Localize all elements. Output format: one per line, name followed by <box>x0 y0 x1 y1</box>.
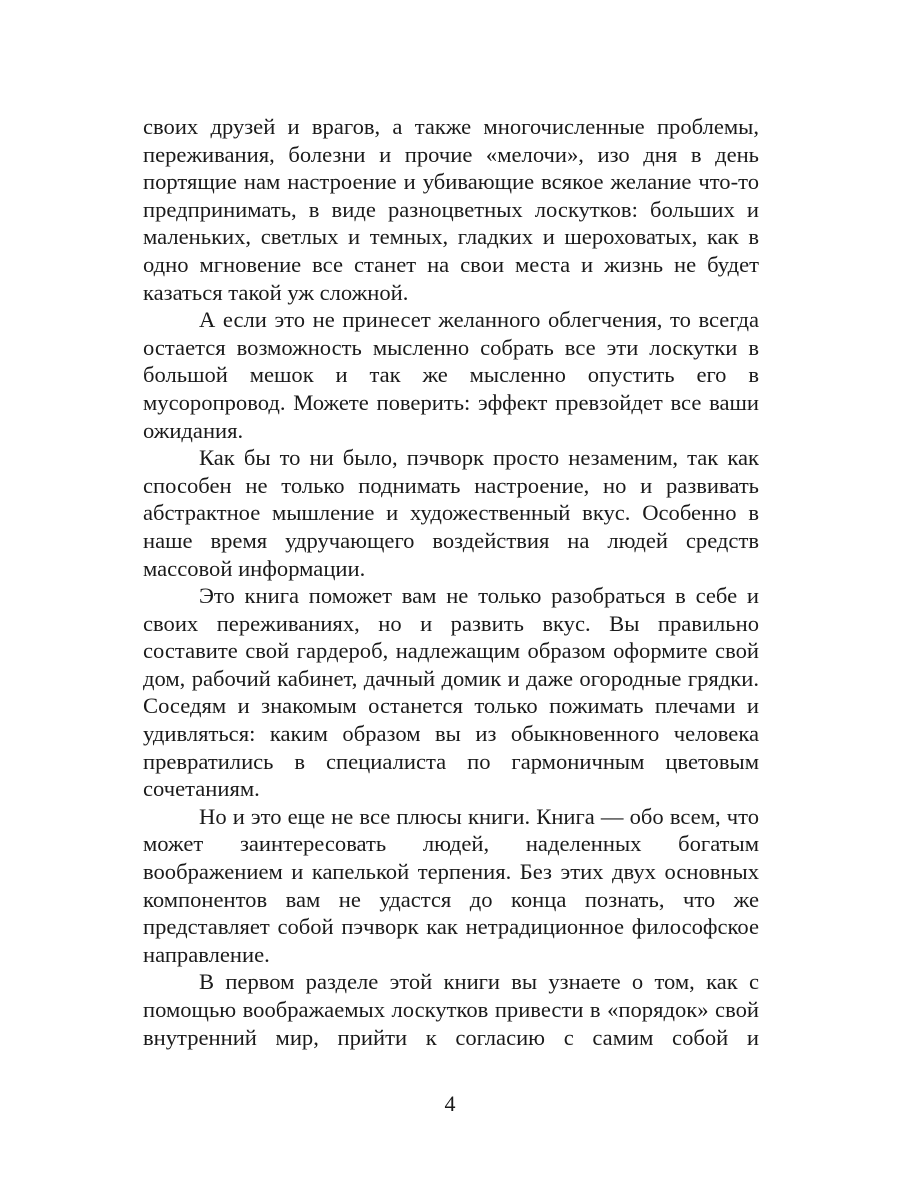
paragraph: Как бы то ни было, пэчворк просто незаменим, так как способен не только поднимать настроение, но и развивать абстрактное мышление и художественный вкус. Особенно в наше время удручающего воздействия на людей средств массовой информации. <box>143 445 759 581</box>
paragraph-continued: своих друзей и врагов, а также многочисленные проблемы, переживания, болезни и прочие «мелочи», изо дня в день портящие нам настроение и убивающие всякое желание что-то предпринимать, в виде разноцветных лоскутков: больших и маленьких, светлых и темных, гладких и шероховатых, как в одно мгновение все станет на свои места и жизнь не будет казаться такой уж сложной. <box>143 114 759 305</box>
paragraph: А если это не принесет желанного облегчения, то всегда остается возможность мысленно собрать все эти лоскутки в большой мешок и так же мысленно опустить его в мусоропровод. Можете поверить: эффект превзойдет все ваши ожидания. <box>143 307 759 443</box>
paragraph-continues-next-page: В первом разделе этой книги вы узнаете о том, как с помощью воображаемых лоскутков привести в «порядок» свой внутренний мир, прийти к согласию с самим собой и <box>143 969 759 1050</box>
paragraph: Но и это еще не все плюсы книги. Книга — обо всем, что может заинтересовать людей, наделенных богатым воображением и капелькой терпения. Без этих двух основных компонентов вам не удастся до конца познать, что же представляет собой пэчворк как нетрадиционное философское направление. <box>143 803 759 967</box>
page-number: 4 <box>444 1091 456 1116</box>
paragraph: Это книга поможет вам не только разобраться в себе и своих переживаниях, но и развить вкус. Вы правильно составите свой гардероб, надлежащим образом оформите свой дом, рабочий кабинет, дачный домик и даже огородные грядки. Соседям и знакомым останется только пожимать плечами и удивляться: каким образом вы из обыкновенного человека превратились в специалиста по гармоничным цветовым сочетаниям. <box>143 583 759 802</box>
body-text <box>143 113 759 1051</box>
